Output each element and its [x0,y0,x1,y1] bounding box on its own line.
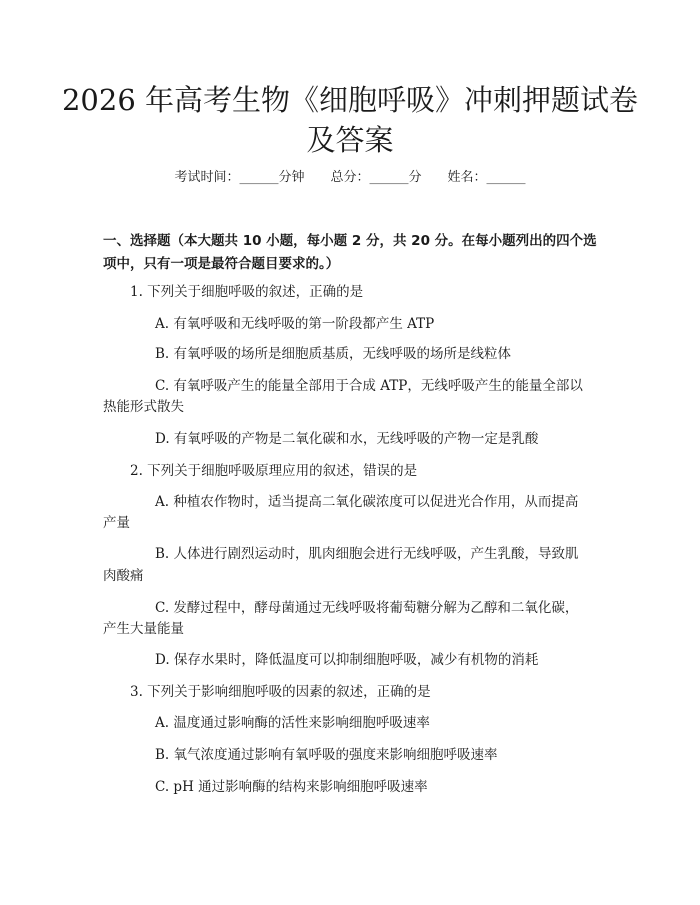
question-1-option-d: D. 有氧呼吸的产物是二氧化碳和水，无线呼吸的产物一定是乳酸 [155,431,539,447]
exam-title-line-2: 及答案 [306,123,394,157]
exam-title-line-1: 2026 年高考生物《细胞呼吸》冲刺押题试卷 [61,83,639,117]
question-3-option-a: A. 温度通过影响酶的活性来影响细胞呼吸速率 [155,715,430,731]
question-1-option-c-continued: 热能形式散失 [103,399,184,415]
question-3-stem: 3. 下列关于影响细胞呼吸的因素的叙述，正确的是 [130,684,431,700]
question-2-option-d: D. 保存水果时，降低温度可以抑制细胞呼吸，减少有机物的消耗 [155,652,539,668]
exam-time-field: 考试时间：______分钟 [174,170,305,185]
question-2-option-c: C. 发酵过程中，酵母菌通过无线呼吸将葡萄糖分解为乙醇和二氧化碳， [155,600,579,616]
section-heading: 一、选择题（本大题共 10 小题，每小题 2 分，共 20 分。在每小题列出的四个选项中，只有一项是最符合题目要求的。） [103,233,597,272]
exam-meta-row [0,166,700,185]
question-2-option-a: A. 种植农作物时，适当提高二氧化碳浓度可以促进光合作用，从而提高 [155,494,579,510]
question-2-stem: 2. 下列关于细胞呼吸原理应用的叙述，错误的是 [130,463,418,479]
question-3-option-c: C. pH 通过影响酶的结构来影响细胞呼吸速率 [155,779,428,795]
question-2-option-b: B. 人体进行剧烈运动时，肌肉细胞会进行无线呼吸，产生乳酸，导致肌 [155,546,579,562]
question-3-option-b: B. 氧气浓度通过影响有氧呼吸的强度来影响细胞呼吸速率 [155,747,498,763]
total-score-field: 总分：______分 [330,170,422,185]
question-1-option-a: A. 有氧呼吸和无线呼吸的第一阶段都产生 ATP [155,316,435,332]
student-name-field: 姓名：______ [447,170,526,185]
question-2-option-a-continued: 产量 [103,515,130,531]
question-1-stem: 1. 下列关于细胞呼吸的叙述，正确的是 [130,284,364,300]
question-2-option-c-continued: 产生大量能量 [103,621,184,637]
question-1-option-c: C. 有氧呼吸产生的能量全部用于合成 ATP，无线呼吸产生的能量全部以 [155,378,583,394]
question-2-option-b-continued: 肉酸痛 [103,568,144,584]
question-1-option-b: B. 有氧呼吸的场所是细胞质基质，无线呼吸的场所是线粒体 [155,346,512,362]
